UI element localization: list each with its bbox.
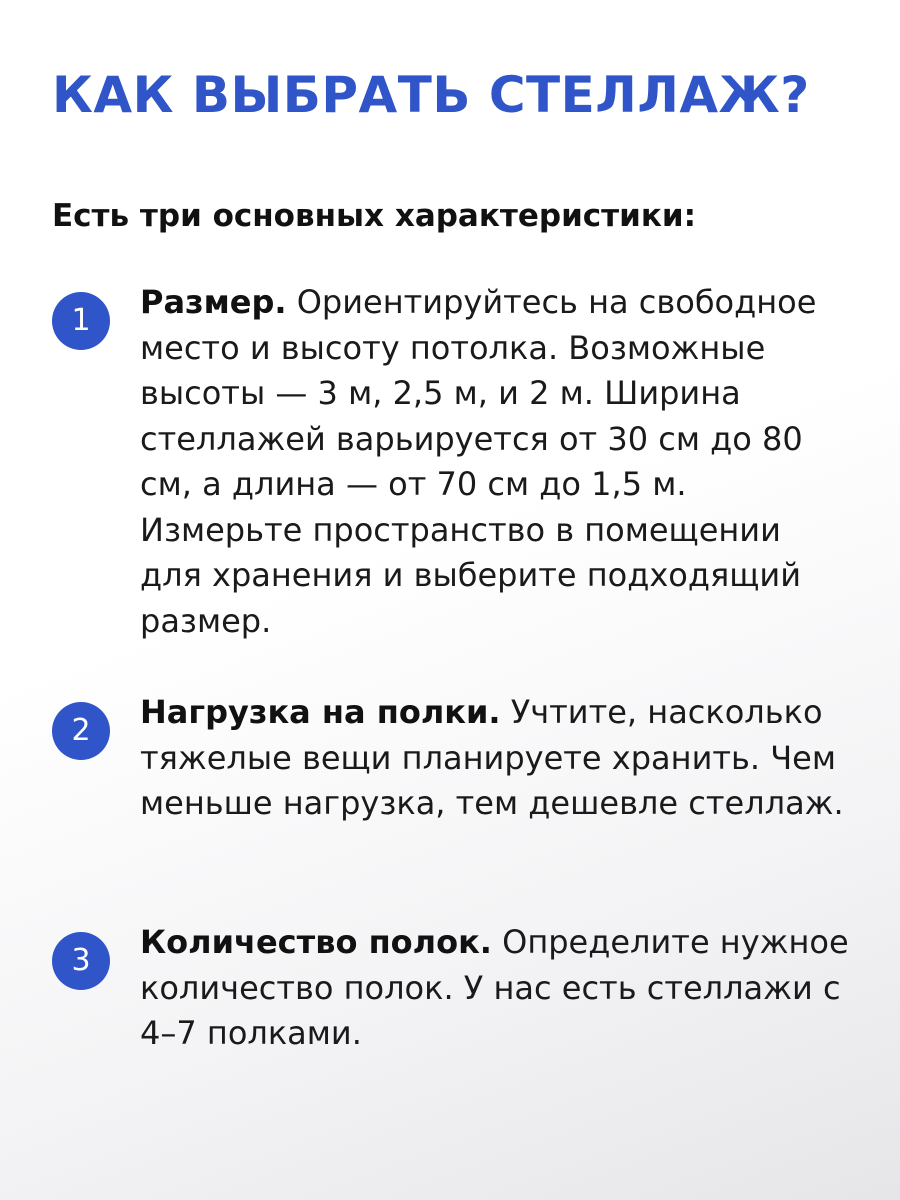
item-text xyxy=(140,690,852,827)
number-badge: 2 xyxy=(52,702,110,760)
item-description: Учтите, насколько тяжелые вещи планируете хранить. Чем меньше нагрузка, тем дешевле стеллаж. xyxy=(140,693,844,822)
item-text xyxy=(140,920,852,1057)
number-badge: 3 xyxy=(52,932,110,990)
item-heading: Нагрузка на полки. xyxy=(140,693,501,731)
item-description: Ориентируйтесь на свободное место и высоту потолка. Возможные высоты — 3 м, 2,5 м, и 2 м. Ширина стеллажей варьируется от 30 см до 80 см, а длина — от 70 см до 1,5 м. Измерьте пространство в помещении для хранения и выберите подходящий размер. xyxy=(140,283,817,640)
item-heading: Количество полок. xyxy=(140,923,492,961)
item-description: Определите нужное количество полок. У нас есть стеллажи с 4–7 полками. xyxy=(140,923,849,1052)
subtitle: Есть три основных характеристики: xyxy=(52,198,697,234)
number-badge: 1 xyxy=(52,292,110,350)
item-heading: Размер. xyxy=(140,283,287,321)
item-text xyxy=(140,280,852,644)
page-title: КАК ВЫБРАТЬ СТЕЛЛАЖ? xyxy=(52,66,810,124)
